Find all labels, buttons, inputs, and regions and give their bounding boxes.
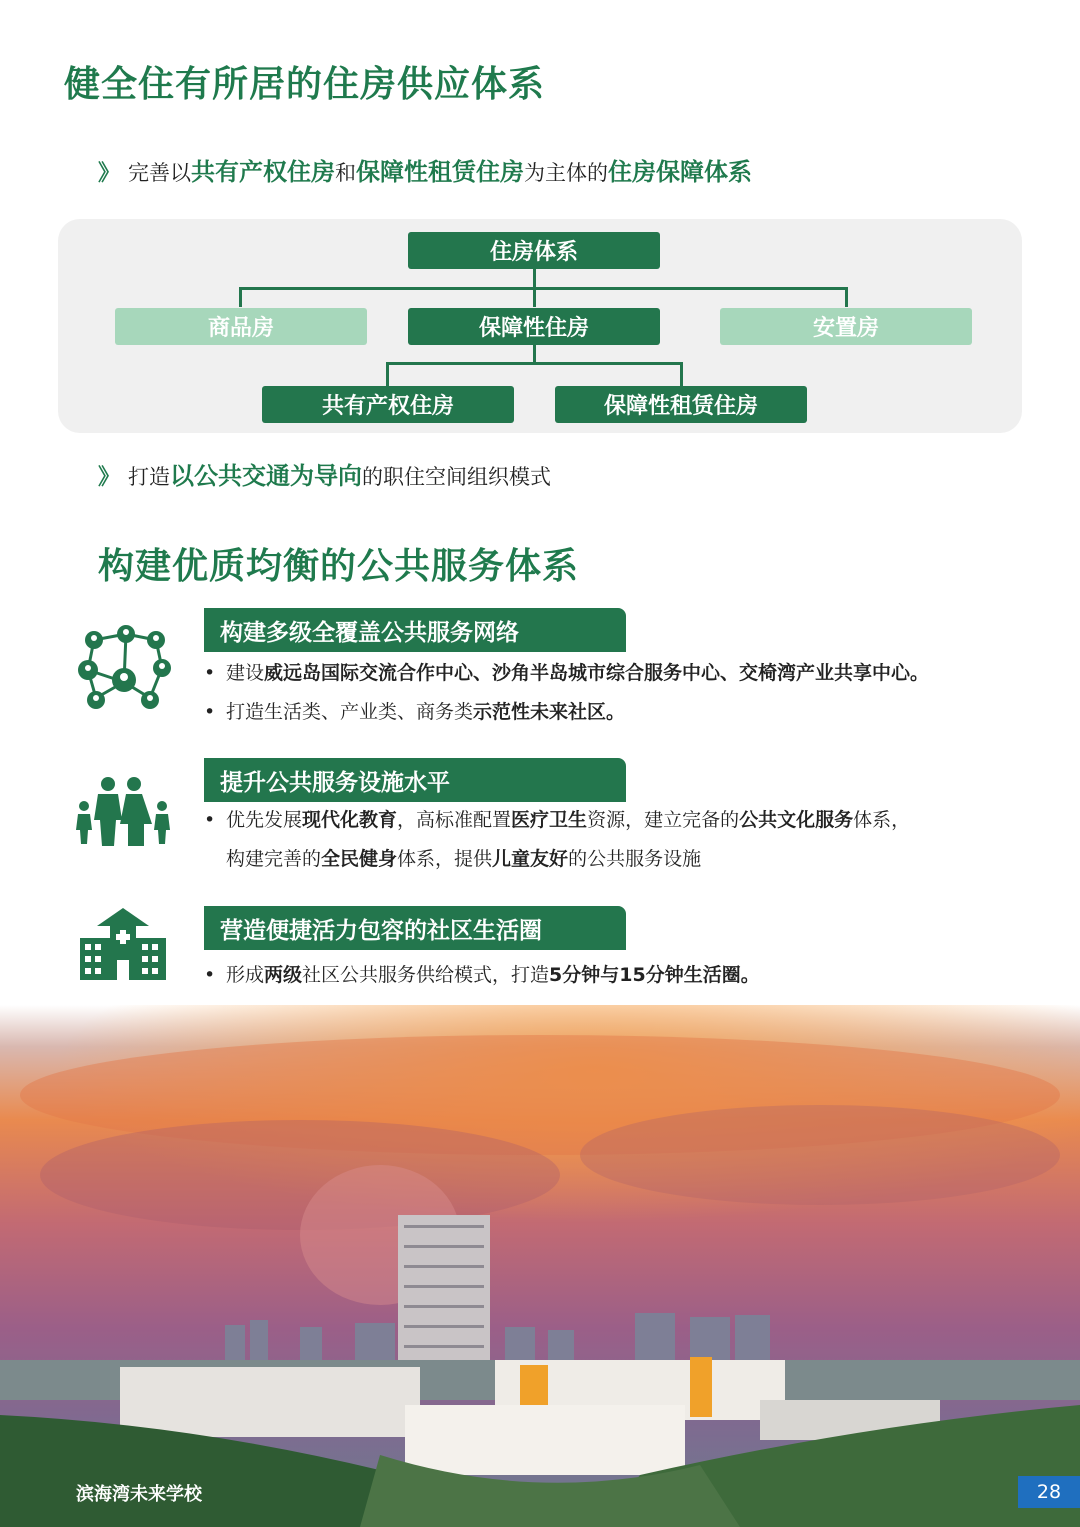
org-node-resettlement: 安置房 (720, 308, 972, 345)
org-node-affordable: 保障性住房 (408, 308, 660, 345)
line-text: 建设 (226, 662, 265, 684)
bullet-dot: • (204, 701, 216, 723)
line-text: 形成 (226, 964, 265, 986)
chevron-icon: 》 (98, 161, 121, 186)
network-people-icon (74, 622, 174, 714)
org-connector (533, 344, 536, 364)
block1-heading: 构建多级全覆盖公共服务网络 (204, 608, 626, 652)
block2-heading: 提升公共服务设施水平 (204, 758, 626, 802)
bullet-dot: • (204, 662, 216, 684)
line-bold: 医疗卫生 (511, 809, 588, 831)
block2-line-1 (204, 809, 910, 832)
line-bold: 儿童友好 (492, 848, 569, 870)
line-text: 的公共服务设施 (568, 848, 702, 870)
housing-bullet-1 (98, 152, 752, 187)
block2-line-2 (204, 848, 701, 871)
line-text: ，高标准配置 (397, 809, 512, 831)
bullet-highlight: 以公共交通为导向 (170, 462, 363, 490)
bullet-text: 的职住空间组织模式 (362, 465, 552, 489)
bullet-highlight: 保障性租赁住房 (356, 158, 525, 186)
line-bold: 全民健身 (321, 848, 398, 870)
page-number: 28 (1018, 1476, 1080, 1508)
line-bold: 示范性未来社区。 (473, 701, 626, 723)
org-node-commercial: 商品房 (115, 308, 367, 345)
block3-heading: 营造便捷活力包容的社区生活圈 (204, 906, 626, 950)
line-text: 打造生活类、产业类、商务类 (226, 701, 474, 723)
bullet-text: 为主体的 (524, 161, 609, 185)
section2-title: 构建优质均衡的公共服务体系 (98, 546, 580, 587)
bullet-dot: • (204, 964, 216, 986)
school-name: 滨海湾未来学校 (76, 1484, 202, 1505)
org-root-node: 住房体系 (408, 232, 660, 269)
bullet-highlight: 共有产权住房 (191, 158, 336, 186)
line-text: 体系， (853, 809, 911, 831)
org-node-affordable-rental: 保障性租赁住房 (555, 386, 807, 423)
bullet-text: 和 (335, 161, 357, 185)
line-text: 构建完善的 (226, 848, 322, 870)
school-aerial-photo (0, 1005, 1080, 1527)
hospital-icon (80, 908, 166, 980)
bullet-text: 完善以 (128, 161, 192, 185)
bullet-text: 打造 (128, 465, 171, 489)
org-node-shared-ownership: 共有产权住房 (262, 386, 514, 423)
housing-bullet-2 (98, 456, 551, 491)
section1-title: 健全住有所居的住房供应体系 (64, 64, 546, 105)
line-text: 资源，建立完备的 (587, 809, 740, 831)
org-connector (680, 362, 683, 386)
org-connector (845, 287, 848, 307)
line-text: 体系，提供 (397, 848, 493, 870)
bullet-dot: • (204, 809, 216, 831)
housing-org-chart (58, 219, 1022, 433)
chevron-icon: 》 (98, 465, 121, 490)
bullet-highlight: 住房保障体系 (608, 158, 753, 186)
line-bold: 现代化教育 (302, 809, 398, 831)
family-icon (74, 776, 174, 846)
org-connector (386, 362, 389, 386)
line-text: 优先发展 (226, 809, 303, 831)
line-bold: 两级 (264, 964, 303, 986)
line-text: 社区公共服务供给模式，打造 (302, 964, 550, 986)
line-bold: 威远岛国际交流合作中心、沙角半岛城市综合服务中心、交椅湾产业共享中心。 (264, 662, 930, 684)
block3-line-1 (204, 964, 760, 987)
org-connector (239, 287, 847, 290)
line-bold: 5分钟与15分钟生活圈。 (549, 964, 760, 986)
org-connector (239, 287, 242, 307)
line-bold: 公共文化服务 (739, 809, 854, 831)
block1-line-2 (204, 701, 625, 724)
org-connector (386, 362, 682, 365)
block1-line-1 (204, 662, 929, 685)
